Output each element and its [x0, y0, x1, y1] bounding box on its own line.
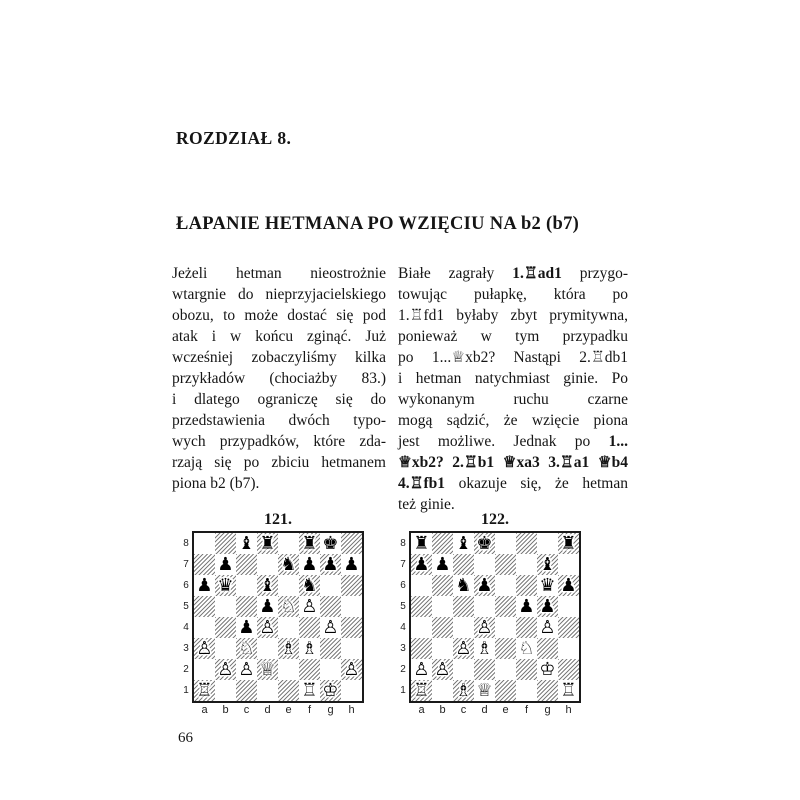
- rank-label: 4: [400, 622, 406, 633]
- board-square: [516, 533, 537, 554]
- board-square: [299, 533, 320, 554]
- board-square: [194, 659, 215, 680]
- board-square: [495, 575, 516, 596]
- board-square: [516, 617, 537, 638]
- board-square: [558, 533, 579, 554]
- black-pawn-piece: ♟: [343, 554, 360, 575]
- chess-move-notation: 1.♖ad1: [512, 265, 562, 282]
- text-segment: 1.♖fd1 byłaby zbyt prymitywna,: [398, 307, 628, 324]
- black-pawn-piece: ♟: [434, 554, 451, 575]
- board-square: [299, 659, 320, 680]
- board-square: [215, 638, 236, 659]
- black-pawn-piece: ♟: [196, 575, 213, 596]
- page-title: ŁAPANIE HETMANA PO WZIĘCIU NA b2 (b7): [176, 214, 580, 235]
- file-label: b: [222, 704, 229, 716]
- board-square: [474, 554, 495, 575]
- board-square: [257, 659, 278, 680]
- text-segment: i dlatego ograniczę się do: [172, 391, 386, 408]
- board-square: [411, 659, 432, 680]
- board-square: [215, 680, 236, 701]
- board-square: [495, 596, 516, 617]
- board-square: [495, 638, 516, 659]
- rank-label: 5: [400, 601, 406, 612]
- board-square: [278, 638, 299, 659]
- white-pawn-piece: ♙: [217, 659, 234, 680]
- rank-label: 1: [400, 685, 406, 696]
- board-square: [194, 680, 215, 701]
- board-square: [516, 638, 537, 659]
- text-segment: ponieważ w tym przypadku: [398, 328, 628, 345]
- text-segment: przedstawienia dwóch typo-: [172, 412, 386, 429]
- board-square: [299, 596, 320, 617]
- board-square: [516, 575, 537, 596]
- board-square: [320, 659, 341, 680]
- file-label: f: [307, 704, 312, 716]
- white-king-piece: ♔: [322, 680, 339, 701]
- black-rook-piece: ♜: [413, 533, 430, 554]
- text-line: [172, 284, 386, 305]
- file-label: a: [201, 704, 208, 716]
- text-line: [398, 473, 628, 494]
- board-square: [432, 575, 453, 596]
- board-square: [558, 575, 579, 596]
- black-king-piece: ♚: [322, 533, 339, 554]
- board-square: [341, 575, 362, 596]
- board-square: [411, 596, 432, 617]
- board-square: [320, 596, 341, 617]
- chess-move-notation: 1...: [608, 433, 628, 450]
- board-square: [215, 617, 236, 638]
- board-square: [432, 533, 453, 554]
- text-segment: wtargnie do nieprzyjacielskiego: [172, 286, 386, 303]
- board-square: [558, 617, 579, 638]
- board-square: [341, 617, 362, 638]
- file-labels: [194, 704, 364, 716]
- board-square: [495, 554, 516, 575]
- black-queen-piece: ♛: [217, 575, 234, 596]
- diagram-122: [397, 511, 581, 716]
- white-bishop-piece: ♗: [280, 638, 297, 659]
- board-square: [278, 575, 299, 596]
- text-line: [172, 389, 386, 410]
- board-square: [341, 533, 362, 554]
- black-rook-piece: ♜: [301, 533, 318, 554]
- board-square: [411, 554, 432, 575]
- board-square: [558, 659, 579, 680]
- board-square: [558, 554, 579, 575]
- board-square: [236, 554, 257, 575]
- text-segment: przygo-: [561, 265, 628, 282]
- black-bishop-piece: ♝: [455, 533, 472, 554]
- board-square: [341, 638, 362, 659]
- text-line: [398, 389, 628, 410]
- board-square: [236, 617, 257, 638]
- board-square: [474, 638, 495, 659]
- diagram-label: 121.: [264, 511, 292, 528]
- black-pawn-piece: ♟: [322, 554, 339, 575]
- board-square: [537, 533, 558, 554]
- board-square: [278, 554, 299, 575]
- black-bishop-piece: ♝: [539, 554, 556, 575]
- file-label: d: [481, 704, 488, 716]
- board-square: [453, 575, 474, 596]
- board-square: [236, 533, 257, 554]
- rank-label: 3: [400, 643, 406, 654]
- board-square: [236, 575, 257, 596]
- file-label: c: [243, 704, 250, 716]
- board-square: [453, 659, 474, 680]
- board-square: [474, 596, 495, 617]
- right-column: [398, 263, 628, 515]
- white-pawn-piece: ♙: [539, 617, 556, 638]
- page-number: 66: [178, 730, 193, 746]
- black-rook-piece: ♜: [259, 533, 276, 554]
- black-knight-piece: ♞: [455, 575, 472, 596]
- rank-label: 7: [400, 559, 406, 570]
- board-square: [320, 638, 341, 659]
- board-square: [257, 617, 278, 638]
- chapter-heading: ROZDZIAŁ 8.: [176, 127, 292, 148]
- text-segment: wych przypadków, które zda-: [172, 433, 386, 450]
- text-line: [172, 452, 386, 473]
- chessboard: [409, 531, 581, 703]
- board-square: [215, 575, 236, 596]
- white-king-piece: ♔: [539, 659, 556, 680]
- text-segment: jest możliwe. Jednak po: [398, 433, 609, 450]
- text-segment: Jeżeli hetman nieostrożnie: [172, 265, 386, 282]
- text-segment: obozu, to może dostać się pod: [172, 307, 386, 324]
- board-square: [453, 554, 474, 575]
- text-segment: Białe zagrały: [398, 265, 513, 282]
- board-square: [341, 659, 362, 680]
- board-square: [257, 680, 278, 701]
- board-square: [194, 575, 215, 596]
- board-square: [411, 680, 432, 701]
- white-pawn-piece: ♙: [238, 659, 255, 680]
- board-square: [320, 575, 341, 596]
- board-square: [236, 680, 257, 701]
- black-knight-piece: ♞: [280, 554, 297, 575]
- board-square: [341, 554, 362, 575]
- rank-label: 1: [183, 685, 189, 696]
- file-label: a: [418, 704, 425, 716]
- white-bishop-piece: ♗: [476, 638, 493, 659]
- board-square: [432, 680, 453, 701]
- white-pawn-piece: ♙: [322, 617, 339, 638]
- black-pawn-piece: ♟: [476, 575, 493, 596]
- white-queen-piece: ♕: [476, 680, 493, 701]
- board-square: [537, 575, 558, 596]
- white-pawn-piece: ♙: [196, 638, 213, 659]
- file-label: e: [285, 704, 292, 716]
- white-knight-piece: ♘: [238, 638, 255, 659]
- left-column: [172, 263, 386, 494]
- rank-label: 2: [183, 664, 189, 675]
- file-label: h: [348, 704, 355, 716]
- chess-move-notation: 4.♖fb1: [398, 475, 446, 492]
- board-square: [278, 680, 299, 701]
- board-square: [558, 596, 579, 617]
- text-line: [398, 305, 628, 326]
- text-line: [172, 368, 386, 389]
- white-bishop-piece: ♗: [455, 680, 472, 701]
- diagram-label: 122.: [481, 511, 509, 528]
- board-square: [432, 638, 453, 659]
- board-square: [236, 659, 257, 680]
- rank-labels: [180, 531, 192, 703]
- board-square: [194, 596, 215, 617]
- white-pawn-piece: ♙: [455, 638, 472, 659]
- text-segment: piona b2 (b7).: [172, 475, 260, 492]
- black-knight-piece: ♞: [301, 575, 318, 596]
- board-square: [516, 596, 537, 617]
- black-pawn-piece: ♟: [217, 554, 234, 575]
- board-square: [495, 659, 516, 680]
- text-line: [398, 431, 628, 452]
- board-square: [320, 617, 341, 638]
- white-pawn-piece: ♙: [343, 659, 360, 680]
- black-king-piece: ♚: [476, 533, 493, 554]
- rank-label: 2: [400, 664, 406, 675]
- white-pawn-piece: ♙: [434, 659, 451, 680]
- board-square: [537, 680, 558, 701]
- board-square: [516, 554, 537, 575]
- board-square: [257, 533, 278, 554]
- rank-label: 6: [183, 580, 189, 591]
- file-label: g: [544, 704, 551, 716]
- rank-labels: [397, 531, 409, 703]
- board-square: [236, 638, 257, 659]
- board-square: [516, 659, 537, 680]
- chess-move-notation: ♕xb2? 2.♖b1 ♕xa3 3.♖a1 ♕b4: [398, 454, 628, 471]
- board-square: [537, 617, 558, 638]
- board-square: [432, 554, 453, 575]
- text-segment: atak i w końcu zginąć. Już: [172, 328, 386, 345]
- black-pawn-piece: ♟: [413, 554, 430, 575]
- board-square: [558, 638, 579, 659]
- text-segment: po 1...♕xb2? Nastąpi 2.♖db1: [398, 349, 628, 366]
- board-square: [558, 680, 579, 701]
- board-square: [516, 680, 537, 701]
- board-square: [215, 533, 236, 554]
- white-queen-piece: ♕: [259, 659, 276, 680]
- file-label: c: [460, 704, 467, 716]
- board-square: [474, 575, 495, 596]
- board-square: [411, 638, 432, 659]
- board-square: [320, 554, 341, 575]
- rank-label: 8: [400, 538, 406, 549]
- file-label: b: [439, 704, 446, 716]
- board-square: [215, 554, 236, 575]
- board-square: [537, 659, 558, 680]
- board-row: [397, 531, 581, 703]
- board-square: [299, 575, 320, 596]
- board-square: [453, 680, 474, 701]
- board-square: [215, 596, 236, 617]
- text-line: [398, 452, 628, 473]
- board-square: [299, 617, 320, 638]
- rank-label: 7: [183, 559, 189, 570]
- text-segment: towując pułapkę, która po: [398, 286, 628, 303]
- white-rook-piece: ♖: [413, 680, 430, 701]
- board-square: [299, 638, 320, 659]
- board-square: [257, 554, 278, 575]
- board-square: [453, 617, 474, 638]
- board-square: [453, 596, 474, 617]
- rank-label: 3: [183, 643, 189, 654]
- white-pawn-piece: ♙: [413, 659, 430, 680]
- file-labels: [411, 704, 581, 716]
- board-square: [474, 680, 495, 701]
- white-rook-piece: ♖: [196, 680, 213, 701]
- file-label: h: [565, 704, 572, 716]
- board-square: [432, 596, 453, 617]
- text-line: [172, 263, 386, 284]
- white-knight-piece: ♘: [518, 638, 535, 659]
- text-line: [398, 263, 628, 284]
- white-pawn-piece: ♙: [301, 596, 318, 617]
- board-square: [474, 533, 495, 554]
- white-rook-piece: ♖: [301, 680, 318, 701]
- file-label: d: [264, 704, 271, 716]
- board-square: [495, 617, 516, 638]
- board-square: [215, 659, 236, 680]
- text-line: [398, 410, 628, 431]
- board-square: [320, 533, 341, 554]
- board-square: [411, 533, 432, 554]
- rank-label: 4: [183, 622, 189, 633]
- black-rook-piece: ♜: [560, 533, 577, 554]
- text-segment: rzają się po zbiciu hetmanem: [172, 454, 386, 471]
- text-segment: przykładów (chociażby 83.): [172, 370, 386, 387]
- text-segment: okazuje się, że hetman: [445, 475, 628, 492]
- board-square: [299, 554, 320, 575]
- board-square: [278, 617, 299, 638]
- black-pawn-piece: ♟: [560, 575, 577, 596]
- text-segment: wcześniej zobaczyliśmy kilka: [172, 349, 386, 366]
- board-square: [194, 554, 215, 575]
- black-pawn-piece: ♟: [301, 554, 318, 575]
- file-label: f: [524, 704, 529, 716]
- white-bishop-piece: ♗: [301, 638, 318, 659]
- black-pawn-piece: ♟: [539, 596, 556, 617]
- white-pawn-piece: ♙: [476, 617, 493, 638]
- board-square: [474, 617, 495, 638]
- white-knight-piece: ♘: [280, 596, 297, 617]
- text-line: [172, 305, 386, 326]
- rank-label: 5: [183, 601, 189, 612]
- board-row: [180, 531, 364, 703]
- board-square: [495, 680, 516, 701]
- text-line: [172, 473, 386, 494]
- black-queen-piece: ♛: [539, 575, 556, 596]
- diagram-121: [180, 511, 364, 716]
- board-square: [411, 617, 432, 638]
- board-square: [278, 659, 299, 680]
- board-square: [257, 638, 278, 659]
- board-square: [194, 617, 215, 638]
- board-square: [495, 533, 516, 554]
- black-bishop-piece: ♝: [238, 533, 255, 554]
- board-square: [257, 596, 278, 617]
- board-square: [299, 680, 320, 701]
- board-square: [194, 638, 215, 659]
- board-square: [278, 596, 299, 617]
- board-square: [341, 680, 362, 701]
- black-bishop-piece: ♝: [259, 575, 276, 596]
- board-square: [257, 575, 278, 596]
- text-segment: i hetman natychmiast ginie. Po: [398, 370, 628, 387]
- rank-label: 6: [400, 580, 406, 591]
- board-square: [453, 533, 474, 554]
- text-line: [172, 410, 386, 431]
- board-square: [537, 554, 558, 575]
- board-square: [432, 659, 453, 680]
- board-square: [341, 596, 362, 617]
- white-rook-piece: ♖: [560, 680, 577, 701]
- board-square: [411, 575, 432, 596]
- text-line: [172, 431, 386, 452]
- file-label: g: [327, 704, 334, 716]
- text-segment: mogą sądzić, że wzięcie piona: [398, 412, 628, 429]
- black-pawn-piece: ♟: [518, 596, 535, 617]
- board-square: [236, 596, 257, 617]
- text-segment: wykonanym ruchu czarne: [398, 391, 628, 408]
- rank-label: 8: [183, 538, 189, 549]
- board-square: [194, 533, 215, 554]
- black-pawn-piece: ♟: [259, 596, 276, 617]
- file-label: e: [502, 704, 509, 716]
- board-square: [474, 659, 495, 680]
- black-pawn-piece: ♟: [238, 617, 255, 638]
- board-square: [278, 533, 299, 554]
- board-square: [432, 617, 453, 638]
- text-line: [398, 326, 628, 347]
- text-segment: też ginie.: [398, 496, 455, 513]
- white-pawn-piece: ♙: [259, 617, 276, 638]
- board-square: [537, 596, 558, 617]
- board-square: [320, 680, 341, 701]
- text-line: [398, 368, 628, 389]
- text-line: [398, 347, 628, 368]
- chessboard: [192, 531, 364, 703]
- text-line: [172, 347, 386, 368]
- board-square: [537, 638, 558, 659]
- text-line: [398, 284, 628, 305]
- board-square: [453, 638, 474, 659]
- text-line: [172, 326, 386, 347]
